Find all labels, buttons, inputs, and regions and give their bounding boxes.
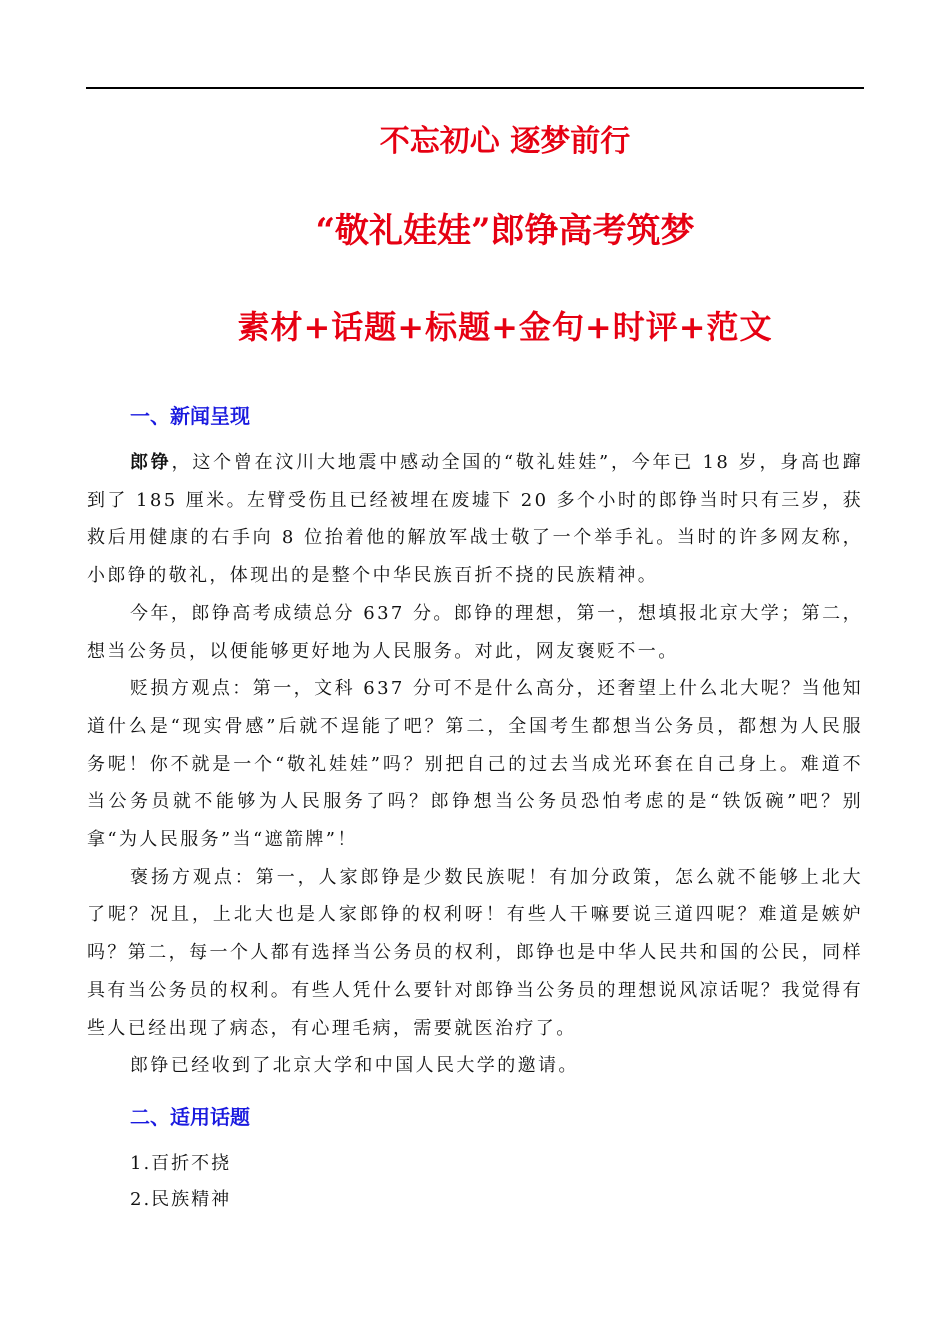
paragraph: 褒扬方观点：第一，人家郎铮是少数民族呢！有加分政策，怎么就不能够上北大了呢？况且，上北大也是人家郎铮的权利呀！有些人干嘛要说三道四呢？难道是嫉妒吗？第二，每一个人都有选择当公务员的权利，郎铮也是中华人民共和国的公民，同样具有当公务员的权利。有些人凭什么要针对郎铮当公务员的理想说风凉话呢？我觉得有些人已经出现了病态，有心理毛病，需要就医治疗了。 xyxy=(87,866,863,1039)
title-line-3: 素材+话题+标题+金句+时评+范文 xyxy=(237,308,773,346)
title-line-2: “敬礼娃娃”郎铮高考筑梦 xyxy=(315,211,695,251)
paragraph-text: ，这个曾在汶川大地震中感动全国的“敬礼娃娃”，今年已 18 岁，身高也蹿到了 185 厘米。左臂受伤且已经被埋在废墟下 20 多个小时的郎铮当时只有三岁，获救后用健康的右手向 8 位抬着他的解放军战士敬了一个举手礼。当时的许多网友称，小郎铮的敬礼，体现出的是整个中华民族百折不挠的民族精神。 xyxy=(87,452,863,587)
header-rule xyxy=(86,87,864,89)
title-line-1: 不忘初心 逐梦前行 xyxy=(379,124,631,159)
paragraph: 贬损方观点：第一，文科 637 分可不是什么高分，还奢望上什么北大呢？当他知道什么是“现实骨感”后就不逞能了吧？第二，全国考生都想当公务员，都想为人民服务呢！你不就是一个“敬礼娃娃”吗？别把自己的过去当成光环套在自己身上。难道不当公务员就不能够为人民服务了吗？郎铮想当公务员恐怕考虑的是“铁饭碗”吧？别拿“为人民服务”当“遮箭牌”！ xyxy=(87,678,863,851)
paragraph xyxy=(87,444,863,595)
list-item: 2.民族精神 xyxy=(130,1189,232,1210)
paragraph: 郎铮已经收到了北京大学和中国人民大学的邀请。 xyxy=(130,1055,579,1077)
paragraph: 今年，郎铮高考成绩总分 637 分。郎铮的理想，第一，想填报北京大学；第二，想当公务员，以便能够更好地为人民服务。对此，网友褒贬不一。 xyxy=(87,602,863,662)
list-item: 1.百折不挠 xyxy=(130,1153,232,1174)
news-body xyxy=(87,444,863,1085)
section-heading-topics: 二、适用话题 xyxy=(130,1105,250,1129)
topic-list xyxy=(130,1146,231,1218)
lead-name: 郎铮 xyxy=(130,452,172,473)
section-heading-news: 一、新闻呈现 xyxy=(130,404,250,428)
